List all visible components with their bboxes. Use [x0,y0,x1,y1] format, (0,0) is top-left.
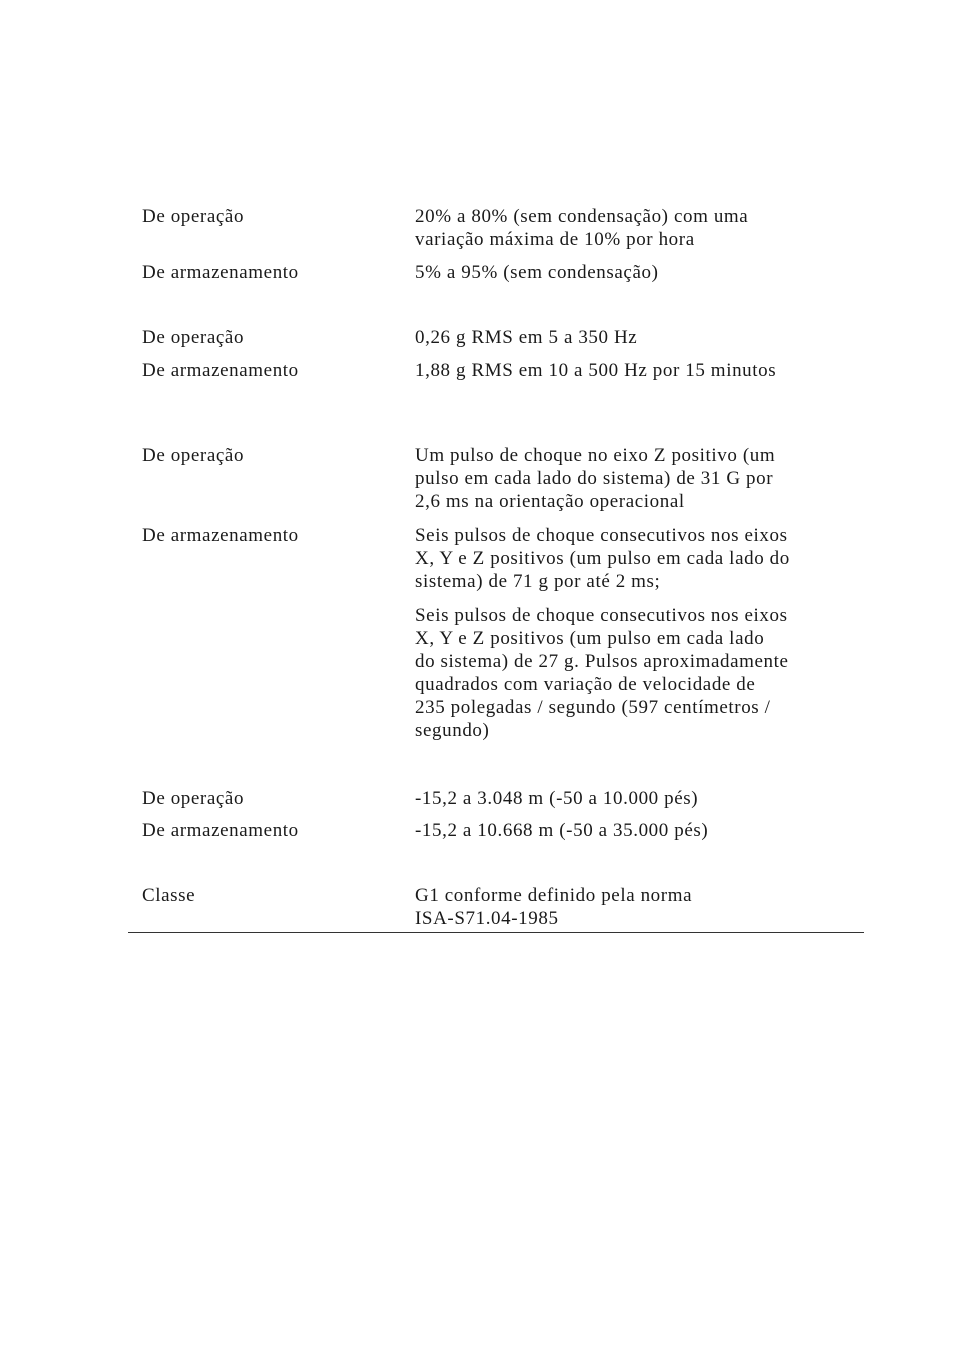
spec-value [415,205,855,251]
spec-value-line: -15,2 a 3.048 m (-50 a 10.000 pés) [415,788,699,809]
table-bottom-rule [128,932,864,933]
spec-value [415,787,855,810]
spec-table [128,0,864,934]
spec-value [415,326,855,349]
spec-label: De armazenamento [142,360,299,381]
spec-label: De armazenamento [142,820,299,841]
spec-value-line: X, Y e Z positivos (um pulso em cada lado do [415,548,790,569]
spec-value-line: variação máxima de 10% por hora [415,229,695,250]
spec-value [415,359,855,382]
spec-label: De armazenamento [142,262,299,283]
spec-value-line: Um pulso de choque no eixo Z positivo (um [415,445,776,466]
spec-label: De operação [142,445,245,466]
spec-value-line: 0,26 g RMS em 5 a 350 Hz [415,327,638,348]
spec-value-line: pulso em cada lado do sistema) de 31 G por [415,468,774,489]
spec-value [415,819,855,842]
spec-value-line: 1,88 g RMS em 10 a 500 Hz por 15 minutos [415,360,777,381]
spec-value-line: -15,2 a 10.668 m (-50 a 35.000 pés) [415,820,709,841]
spec-value-line: Seis pulsos de choque consecutivos nos eixos [415,525,788,546]
spec-value-line: do sistema) de 27 g. Pulsos aproximadamente [415,651,789,672]
spec-value-line: 2,6 ms na orientação operacional [415,491,685,512]
spec-value-line: segundo) [415,720,490,741]
spec-value [415,524,855,593]
spec-value-line: Seis pulsos de choque consecutivos nos eixos [415,605,788,626]
spec-value [415,604,855,742]
spec-label: Classe [142,885,196,906]
spec-label: De operação [142,788,245,809]
spec-value [415,884,855,930]
spec-value-line: 5% a 95% (sem condensação) [415,262,659,283]
spec-label: De operação [142,327,245,348]
spec-label: De armazenamento [142,525,299,546]
spec-value-line: sistema) de 71 g por até 2 ms; [415,571,661,592]
spec-value-line: ISA-S71.04-1985 [415,908,559,929]
spec-value [415,261,855,284]
spec-label: De operação [142,206,245,227]
spec-value-line: 20% a 80% (sem condensação) com uma [415,206,749,227]
spec-value-line: X, Y e Z positivos (um pulso em cada lado [415,628,765,649]
spec-value [415,444,855,513]
spec-value-line: quadrados com variação de velocidade de [415,674,756,695]
spec-value-line: 235 polegadas / segundo (597 centímetros / [415,697,771,718]
spec-value-line: G1 conforme definido pela norma [415,885,693,906]
